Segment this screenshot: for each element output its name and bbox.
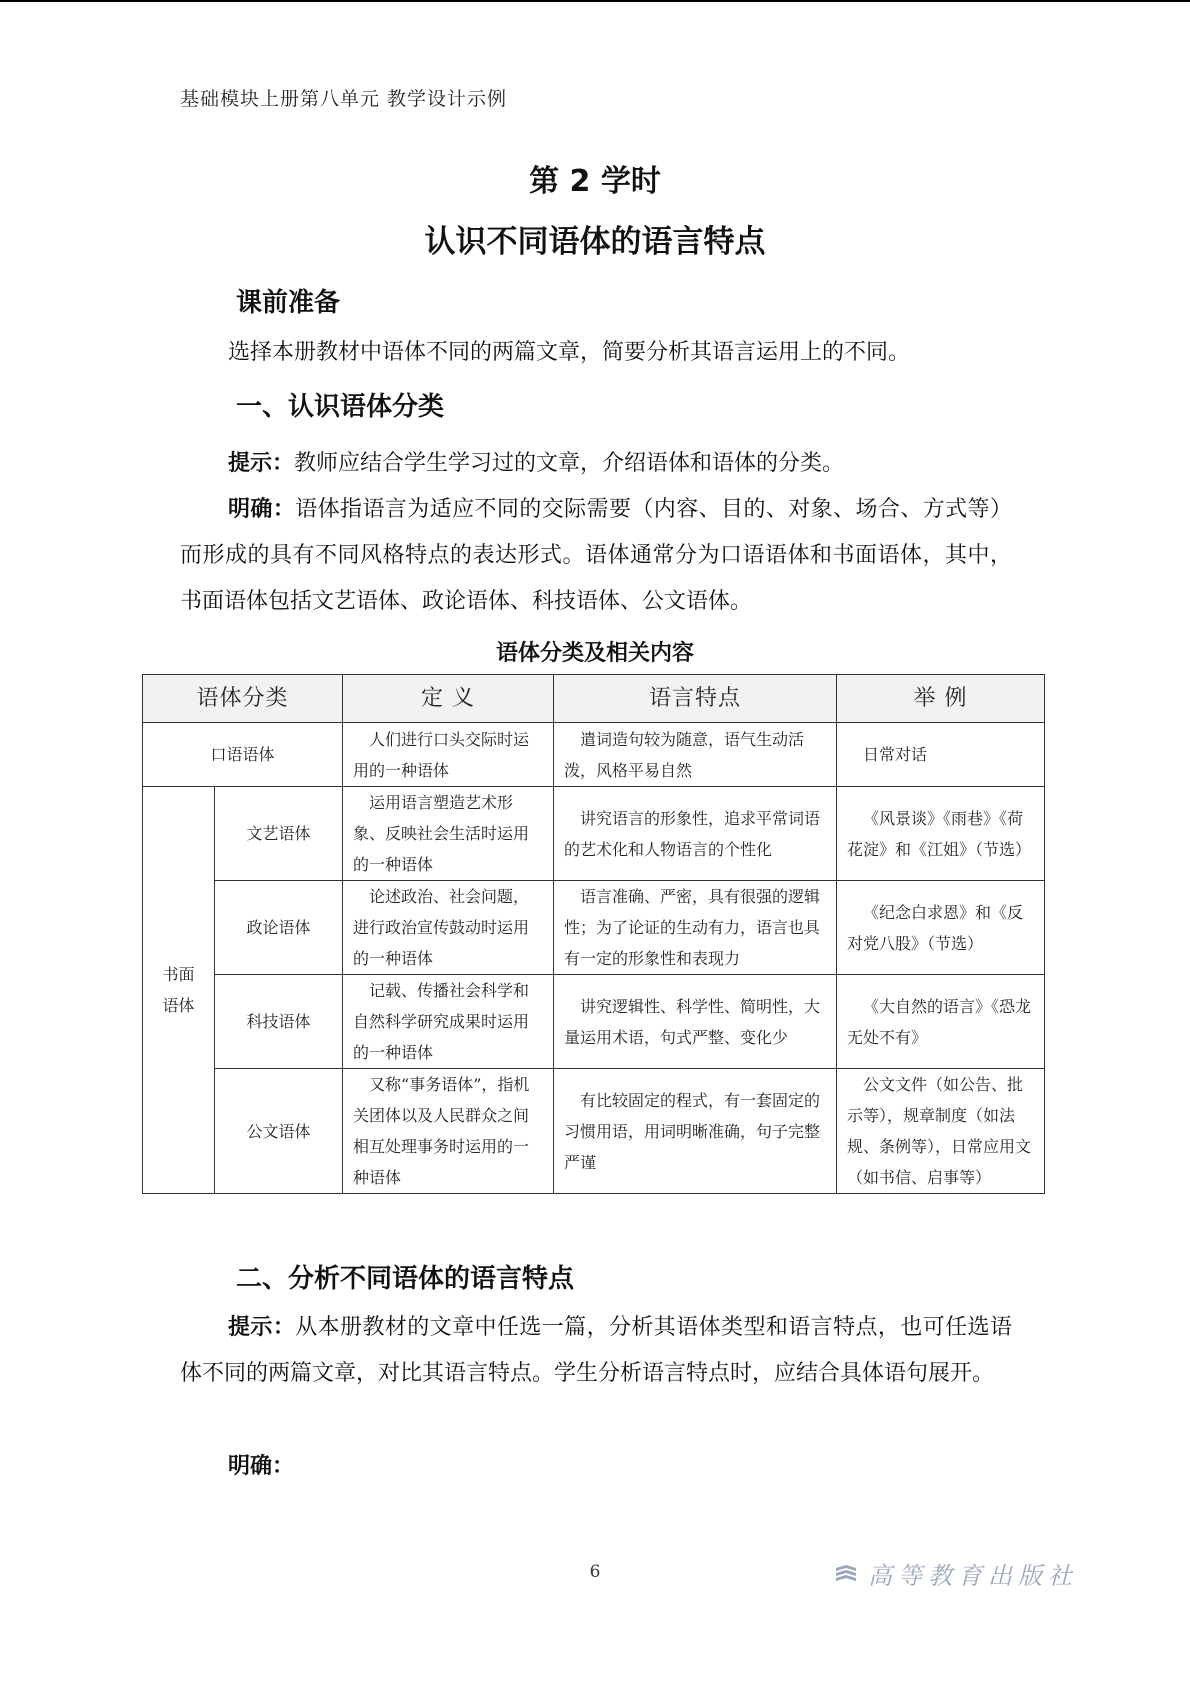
top-rule	[0, 0, 1190, 2]
section1-hint	[228, 441, 1008, 487]
clarify-text: 语体指语言为适应不同的交际需要（内容、目的、对象、场合、方式等）而形成的具有不同风格特点的表达形式。语体通常分为口语语体和书面语体，其中，书面语体包括文艺语体、政论语体、科技语体、公文语体。	[180, 497, 1012, 614]
running-head: 基础模块上册第八单元 教学设计示例	[180, 88, 508, 110]
definition-cell: 运用语言塑造艺术形象、反映社会生活时运用的一种语体	[343, 787, 554, 881]
section2-heading: 二、分析不同语体的语言特点	[236, 1264, 575, 1294]
features-cell: 遣词造句较为随意，语气生动活泼，风格平易自然	[554, 723, 837, 787]
table-row	[143, 723, 1045, 787]
definition-cell: 论述政治、社会问题，进行政治宣传鼓动时运用的一种语体	[343, 881, 554, 975]
table-row	[143, 975, 1045, 1069]
examples-cell: 《风景谈》《雨巷》《荷花淀》和《江姐》（节选）	[837, 787, 1045, 881]
definition-cell: 人们进行口头交际时运用的一种语体	[343, 723, 554, 787]
hint-text: 教师应结合学生学习过的文章，介绍语体和语体的分类。	[294, 451, 845, 476]
definition-cell: 记载、传播社会科学和自然科学研究成果时运用的一种语体	[343, 975, 554, 1069]
features-cell: 讲究逻辑性、科学性、简明性，大量运用术语，句式严整、变化少	[554, 975, 837, 1069]
table-header-row	[143, 675, 1045, 723]
features-cell: 讲究语言的形象性，追求平常词语的艺术化和人物语言的个性化	[554, 787, 837, 881]
lesson-title: 第 2 学时	[529, 164, 661, 199]
prep-heading: 课前准备	[236, 288, 341, 318]
hint-label: 提示：	[228, 1315, 296, 1340]
publisher-mark	[834, 1556, 1078, 1591]
header-definition: 定 义	[343, 675, 554, 723]
publisher-logo-icon	[834, 1564, 858, 1584]
header-features: 语言特点	[554, 675, 837, 723]
section1-clarify	[180, 487, 1012, 625]
clarify-label: 明确：	[228, 1454, 295, 1479]
category-cell: 政论语体	[215, 881, 343, 975]
features-cell: 有比较固定的程式，有一套固定的习惯用语，用词明晰准确，句子完整严谨	[554, 1069, 837, 1194]
examples-cell: 日常对话	[837, 723, 1045, 787]
examples-cell: 公文文件（如公告、批示等），规章制度（如法规、条例等），日常应用文（如书信、启事等）	[837, 1069, 1045, 1194]
section1-heading: 一、认识语体分类	[236, 392, 445, 422]
publisher-name: 高等教育出版社	[868, 1562, 1078, 1590]
table-row	[143, 787, 1045, 881]
table-row	[143, 1069, 1045, 1194]
section2-hint	[180, 1305, 1012, 1397]
page-number: 6	[589, 1562, 601, 1582]
prep-text: 选择本册教材中语体不同的两篇文章，简要分析其语言运用上的不同。	[228, 340, 911, 365]
table-row	[143, 881, 1045, 975]
category-cell: 科技语体	[215, 975, 343, 1069]
topic-title: 认识不同语体的语言特点	[424, 224, 766, 260]
category-cell: 文艺语体	[215, 787, 343, 881]
examples-cell: 《大自然的语言》《恐龙无处不有》	[837, 975, 1045, 1069]
definition-cell: 又称“事务语体”，指机关团体以及人民群众之间相互处理事务时运用的一种语体	[343, 1069, 554, 1194]
hint-label: 提示：	[228, 451, 295, 476]
header-examples: 举 例	[837, 675, 1045, 723]
header-category: 语体分类	[143, 675, 343, 723]
hint-text: 从本册教材的文章中任选一篇，分析其语体类型和语言特点，也可任选语体不同的两篇文章，对比其语言特点。学生分析语言特点时，应结合具体语句展开。	[180, 1315, 1012, 1386]
clarify-label: 明确：	[228, 497, 296, 522]
genre-table	[142, 674, 1045, 1194]
category-cell: 口语语体	[143, 723, 343, 787]
examples-cell: 《纪念白求恩》和《反对党八股》（节选）	[837, 881, 1045, 975]
written-group-cell: 书面 语体	[143, 787, 215, 1194]
table-caption: 语体分类及相关内容	[495, 641, 694, 666]
section2-clarify	[228, 1444, 1060, 1490]
features-cell: 语言准确、严密，具有很强的逻辑性；为了论证的生动有力，语言也具有一定的形象性和表现力	[554, 881, 837, 975]
category-cell: 公文语体	[215, 1069, 343, 1194]
